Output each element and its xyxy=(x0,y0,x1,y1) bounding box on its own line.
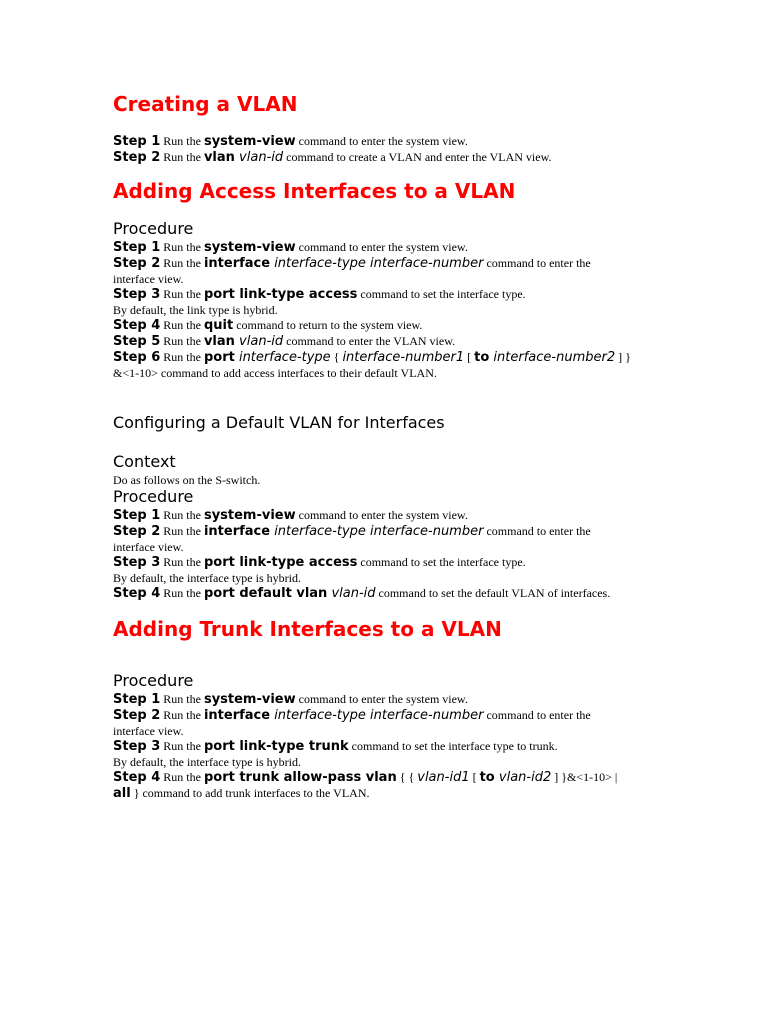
command: system-view xyxy=(203,692,296,707)
command: port xyxy=(203,350,235,365)
trunk-step-1 xyxy=(113,691,468,708)
step-text: Run the xyxy=(160,350,204,364)
step-label: Step 6 xyxy=(113,350,161,365)
access-step-1 xyxy=(113,239,468,256)
access-step-5 xyxy=(113,333,455,350)
step-text: command to enter the system view. xyxy=(295,240,468,254)
step-text: Run the xyxy=(160,524,204,538)
step-label: Step 1 xyxy=(113,134,161,149)
step-text: command to set the interface type. xyxy=(357,287,526,301)
syntax-symbol: ] } xyxy=(615,350,631,364)
command: interface xyxy=(203,708,271,723)
step-text: command to create a VLAN and enter the VLAN view. xyxy=(283,150,552,164)
command: port trunk allow-pass vlan xyxy=(203,770,397,785)
heading-default-vlan: Configuring a Default VLAN for Interfaces xyxy=(113,413,445,432)
step-label: Step 4 xyxy=(113,318,161,333)
step-text: command to enter the system view. xyxy=(295,692,468,706)
step-text: Run the xyxy=(160,586,204,600)
heading-procedure: Procedure xyxy=(113,219,194,238)
keyword: to xyxy=(479,770,495,785)
command: interface xyxy=(203,524,271,539)
command: system-view xyxy=(203,240,296,255)
step-text: Run the xyxy=(160,708,204,722)
command: port link-type access xyxy=(203,287,358,302)
access-step-6 xyxy=(113,349,631,366)
trunk-step-2 xyxy=(113,707,591,724)
command: port default vlan xyxy=(203,586,328,601)
step-text: command to enter the xyxy=(483,708,591,722)
step-label: Step 1 xyxy=(113,240,161,255)
command: vlan xyxy=(203,334,235,349)
step-label: Step 3 xyxy=(113,287,161,302)
step-text: Run the xyxy=(160,256,204,270)
command: system-view xyxy=(203,508,296,523)
syntax-symbol: [ xyxy=(464,350,475,364)
argument: vlan-id xyxy=(234,150,284,165)
step-label: Step 2 xyxy=(113,524,161,539)
creating-step-2 xyxy=(113,149,551,166)
step-text: command to enter the xyxy=(483,524,591,538)
step-text: Run the xyxy=(160,334,204,348)
command: system-view xyxy=(203,134,296,149)
default-step-2-continuation: interface view. xyxy=(113,540,184,554)
argument: interface-number2 xyxy=(489,350,616,365)
access-step-2 xyxy=(113,255,591,272)
context-text: Do as follows on the S-switch. xyxy=(113,473,261,487)
step-label: Step 2 xyxy=(113,708,161,723)
heading-adding-access: Adding Access Interfaces to a VLAN xyxy=(113,179,516,203)
heading-adding-trunk: Adding Trunk Interfaces to a VLAN xyxy=(113,617,502,641)
trunk-step-4-continuation xyxy=(113,785,370,802)
step-label: Step 5 xyxy=(113,334,161,349)
argument: vlan-id1 xyxy=(417,770,470,785)
step-text: command to set the interface type to trunk. xyxy=(348,739,558,753)
step-text: Run the xyxy=(160,150,204,164)
step-text: Run the xyxy=(160,739,204,753)
heading-procedure: Procedure xyxy=(113,671,194,690)
step-text: Run the xyxy=(160,240,204,254)
default-step-3-note: By default, the interface type is hybrid. xyxy=(113,571,301,585)
argument: interface-type interface-number xyxy=(270,524,484,539)
step-label: Step 2 xyxy=(113,150,161,165)
syntax-symbol: { xyxy=(330,350,343,364)
step-text: Run the xyxy=(160,134,204,148)
access-step-2-continuation: interface view. xyxy=(113,272,184,286)
step-text: command to enter the VLAN view. xyxy=(283,334,456,348)
trunk-step-3-note: By default, the interface type is hybrid. xyxy=(113,755,301,769)
access-step-3-note: By default, the link type is hybrid. xyxy=(113,303,278,317)
command: port link-type trunk xyxy=(203,739,349,754)
argument: vlan-id xyxy=(234,334,284,349)
step-label: Step 1 xyxy=(113,508,161,523)
syntax-symbol: ] }&<1-10> | xyxy=(551,770,618,784)
step-label: Step 3 xyxy=(113,555,161,570)
step-text: command to set the interface type. xyxy=(357,555,526,569)
default-step-1 xyxy=(113,507,468,524)
step-text: command to set the default VLAN of interfaces. xyxy=(375,586,611,600)
step-text: command to enter the system view. xyxy=(295,134,468,148)
keyword: to xyxy=(474,350,490,365)
step-text: } command to add trunk interfaces to the VLAN. xyxy=(130,786,370,800)
heading-procedure: Procedure xyxy=(113,487,194,506)
command: interface xyxy=(203,256,271,271)
step-text: Run the xyxy=(160,318,204,332)
heading-creating-vlan: Creating a VLAN xyxy=(113,92,298,116)
default-step-2 xyxy=(113,523,591,540)
step-text: Run the xyxy=(160,287,204,301)
argument: vlan-id2 xyxy=(494,770,552,785)
argument: interface-type interface-number xyxy=(270,256,484,271)
step-text: Run the xyxy=(160,770,204,784)
trunk-step-3 xyxy=(113,738,558,755)
argument: interface-type interface-number xyxy=(270,708,484,723)
default-step-4 xyxy=(113,585,610,602)
argument: interface-type xyxy=(234,350,331,365)
step-text: command to enter the xyxy=(483,256,591,270)
step-label: Step 4 xyxy=(113,770,161,785)
default-step-3 xyxy=(113,554,526,571)
trunk-step-4 xyxy=(113,769,617,786)
command: vlan xyxy=(203,150,235,165)
step-label: Step 2 xyxy=(113,256,161,271)
access-step-6-continuation: &<1-10> command to add access interfaces to their default VLAN. xyxy=(113,366,437,380)
syntax-symbol: { { xyxy=(396,770,418,784)
command: quit xyxy=(203,318,234,333)
step-text: Run the xyxy=(160,508,204,522)
trunk-step-2-continuation: interface view. xyxy=(113,724,184,738)
step-label: Step 4 xyxy=(113,586,161,601)
step-label: Step 1 xyxy=(113,692,161,707)
access-step-4 xyxy=(113,317,422,334)
heading-context: Context xyxy=(113,452,176,471)
step-text: Run the xyxy=(160,692,204,706)
keyword: all xyxy=(113,786,131,801)
syntax-symbol: [ xyxy=(469,770,480,784)
step-text: Run the xyxy=(160,555,204,569)
creating-step-1 xyxy=(113,133,468,150)
access-step-3 xyxy=(113,286,526,303)
step-label: Step 3 xyxy=(113,739,161,754)
argument: vlan-id xyxy=(327,586,376,601)
argument: interface-number1 xyxy=(342,350,465,365)
command: port link-type access xyxy=(203,555,358,570)
step-text: command to return to the system view. xyxy=(233,318,423,332)
step-text: command to enter the system view. xyxy=(295,508,468,522)
